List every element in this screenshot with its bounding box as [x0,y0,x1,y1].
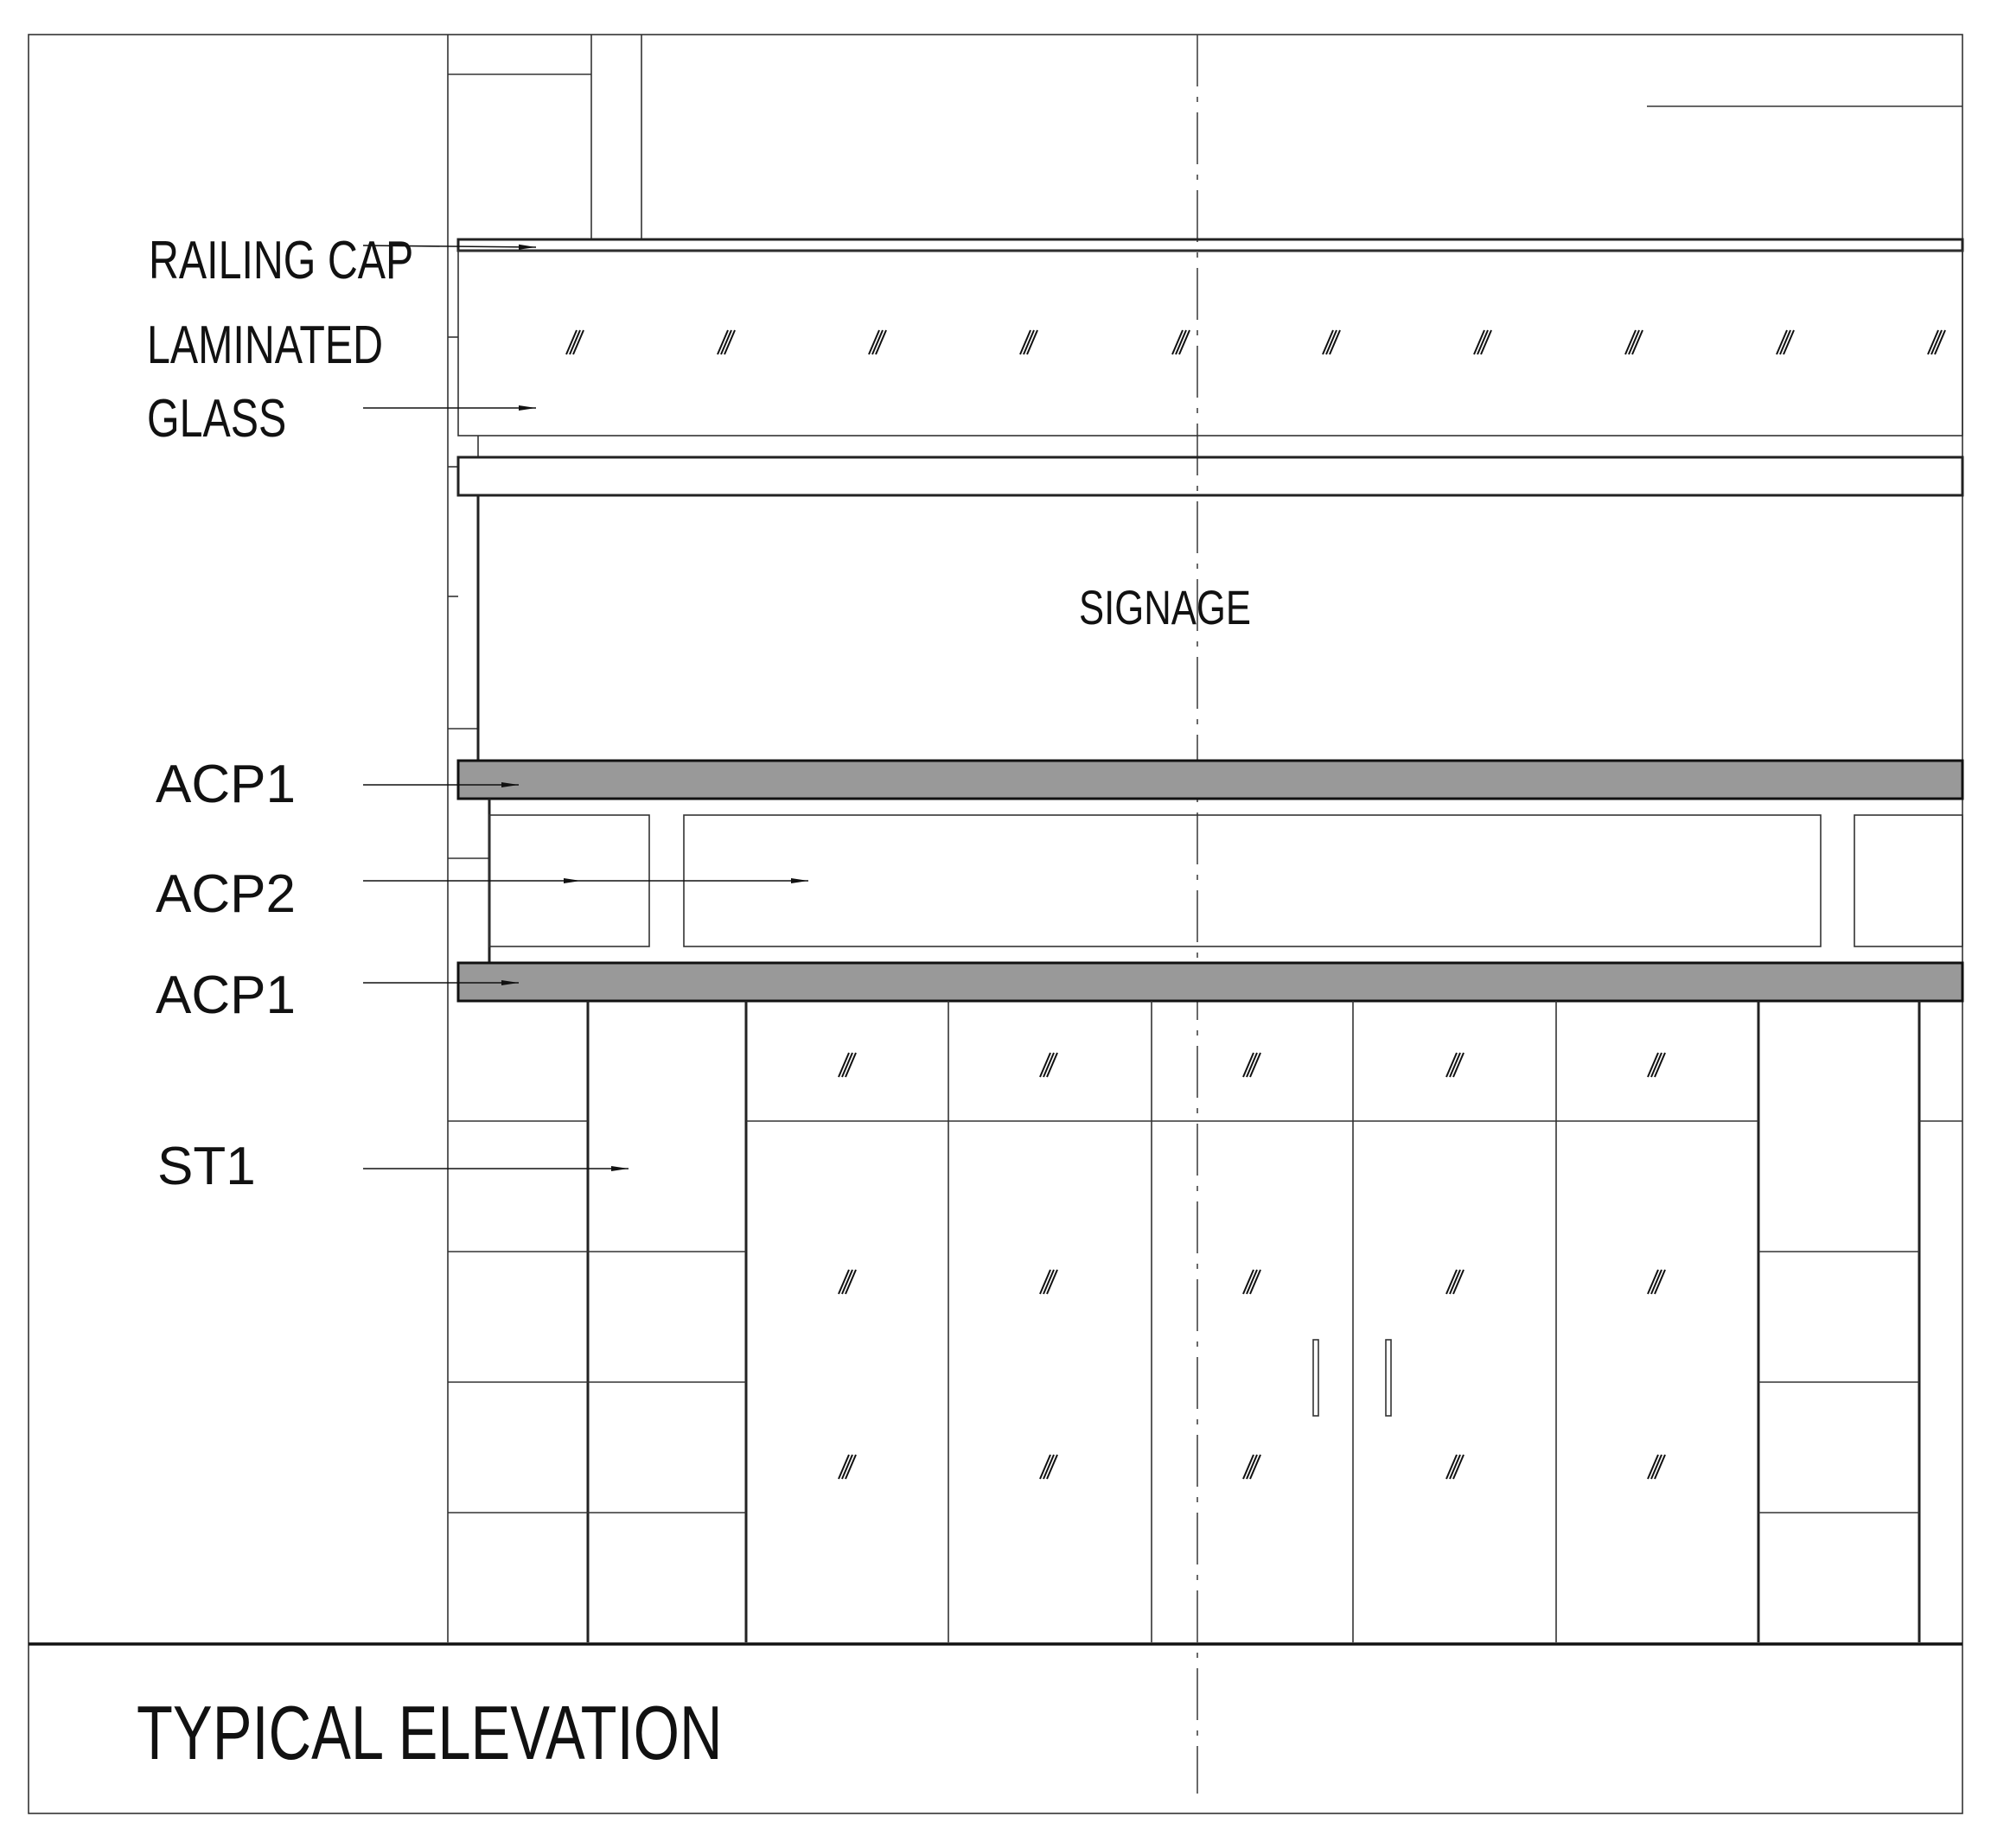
glass-mark [1648,1053,1665,1077]
label-st1: ST1 [157,1137,256,1196]
glass-mark [1040,1270,1057,1294]
railing-cap [458,239,1962,251]
glass-mark [1243,1455,1260,1479]
laminated-glass-panel [458,251,1962,436]
glass-mark [1020,330,1037,354]
glass-mark [869,330,886,354]
glass-mark [718,330,735,354]
glass-mark [1172,330,1190,354]
acp1-top-band [458,761,1962,799]
glass-mark [1446,1270,1464,1294]
label-acp2: ACP2 [156,864,296,924]
label-laminated: LAMINATED [147,315,384,375]
glass-mark [1446,1053,1464,1077]
glass-mark [1777,330,1794,354]
glass-mark [1648,1270,1665,1294]
glass-mark [839,1270,856,1294]
glass-base [478,436,1962,457]
storefront-frame [588,1001,1962,1642]
glass-mark [1243,1053,1260,1077]
glass-hatch-marks [566,330,1945,354]
glass-mark [1040,1455,1057,1479]
glass-mark [566,330,584,354]
sheet-border [29,35,1962,1813]
glass-mark [839,1053,856,1077]
glass-mark [1648,1455,1665,1479]
upper-column [448,35,1962,1642]
glass-mark [1928,330,1945,354]
drawing-title: TYPICAL ELEVATION [137,1690,723,1775]
label-acp1-bottom: ACP1 [156,965,296,1025]
storefront-glass-marks [839,1053,1665,1479]
label-glass: GLASS [147,388,287,449]
door-handles [1313,1340,1391,1416]
glass-mark [1323,330,1340,354]
label-signage: SIGNAGE [1078,580,1251,635]
glass-mark [839,1455,856,1479]
glass-mark [1625,330,1643,354]
glass-mark [1243,1270,1260,1294]
glass-mark [1040,1053,1057,1077]
label-railing-cap: RAILING CAP [149,230,414,290]
leader-arrows [363,245,808,1169]
glass-mark [1474,330,1491,354]
stone-cladding-st1 [448,1121,1919,1513]
glass-mark [1446,1455,1464,1479]
acp1-bottom-band [458,963,1962,1001]
label-acp1-top: ACP1 [156,755,296,814]
